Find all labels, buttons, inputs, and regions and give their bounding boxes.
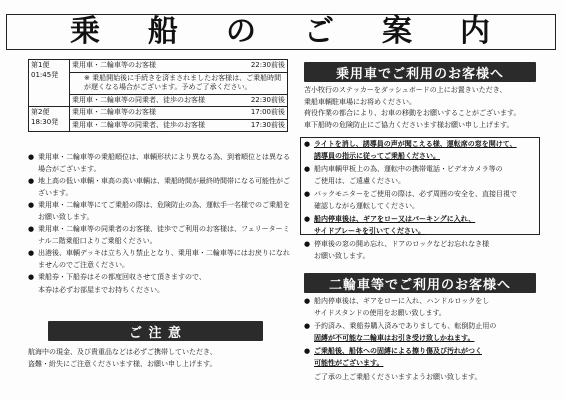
- list-item: ● 地上高の低い車輌・車高の高い車輌は、乗船時間が最終時間帯になる可能性がございます。: [28, 176, 290, 199]
- list-item: ● 乗用車・二輪車等の同乗者のお客様、徒歩でご利用のお客様は、フェリーターミナル二階乗船口よりご乗船ください。: [28, 224, 290, 247]
- schedule-cell: [70, 94, 288, 107]
- bike-section-header: 二輪車等でご利用のお客様へ: [304, 273, 536, 293]
- bike-rules: [304, 296, 536, 371]
- list-item: ● 出港後、車輌デッキは立ち入り禁止となり、乗用車・二輪車等にはお戻りになれませんのでご注意ください。: [28, 248, 290, 271]
- car-intro: [304, 85, 536, 131]
- item-line: バックモニターをご使用の際は、必ず周囲の安全を、直接目視で: [314, 190, 517, 198]
- sailing-label: [29, 107, 70, 132]
- item-line: 可能性がございます。: [314, 358, 384, 367]
- list-item: ● 乗用車・二輪車等にてご乗船の際は、危険防止の為、運転手一名様でのご乗船をお願い致します。: [28, 200, 290, 223]
- schedule-cell: [70, 107, 288, 120]
- item-line: 船内停車後は、ギアをロー又はパーキングに入れ、: [314, 215, 476, 223]
- caution-line: 盗難・紛失にご注意くださいます様、お願い申し上げます。: [28, 359, 217, 368]
- item-line: サイドブレーキを引いてください。: [314, 226, 426, 235]
- list-item: [304, 239, 536, 262]
- departure-time: 01:45発: [31, 70, 59, 79]
- row-time: 17:30前後: [250, 120, 285, 129]
- list-item: [304, 164, 536, 187]
- intro-line: 車下船時の危険防止にご協力くださいます様お願い申し上げます。: [304, 120, 514, 129]
- title-char: 案: [382, 14, 414, 49]
- schedule-cell: [70, 119, 288, 132]
- intro-line: 乗船車輌駐車場にお将めください。: [304, 97, 416, 106]
- list-item: ● 乗用車・二輪車等の乗船順位は、車輌形状により異なる為、到着順位とは異なる場合がございます。: [28, 152, 290, 175]
- row-text: 乗用車・二輪車等のお客様: [72, 61, 156, 69]
- intro-line: 荷役作業の都合により、お車の移動をお願いすることがございます。: [304, 109, 521, 117]
- list-item: [304, 296, 536, 319]
- schedule-cell: [70, 72, 288, 94]
- item-line: ご乗船後、船体への固縛による擦り傷及び汚れがつく: [314, 347, 482, 355]
- title-char: 乗: [70, 14, 102, 49]
- item-line: 確認しながら運転してください。: [314, 201, 419, 210]
- list-item: [304, 214, 536, 237]
- item-line: サイドスタンドの使用をお願い致します。: [314, 308, 446, 317]
- car-rules: [304, 139, 536, 264]
- caution-line: 航海中の現金、及び貴重品などは必ずご携帯していただき、: [28, 348, 217, 356]
- caution-header: ご 注 意: [48, 321, 263, 341]
- boarding-notes: [28, 152, 290, 297]
- row-note: ※ 乗船開始後に手続きを済まされましたお客様は、ご乗船時間が遅くなる場合がございます。予めご了承ください。: [84, 73, 282, 91]
- bike-closing: ご了承の上ご乗船くださいますようお願い致します。: [314, 373, 482, 381]
- row-text: 乗用車・二輪車等のお客様: [72, 108, 156, 116]
- page-title: [6, 14, 556, 50]
- item-line: 固縛が不可能な二輪車はお引き受け致しかねます。: [314, 333, 475, 342]
- schedule-table: [28, 59, 288, 132]
- item-line: 誘導員の指示に従ってご乗船ください。: [314, 151, 440, 160]
- row-time: 22:30前後: [250, 95, 285, 104]
- sailing-label: [29, 60, 70, 107]
- title-char: ご: [304, 14, 336, 49]
- item-line: お願い致します。: [314, 251, 370, 260]
- intro-line: 苫小牧行のステッカーをダッシュボードの上にお置きいただき、: [304, 86, 507, 94]
- car-section-header: 乗用車でご利用のお客様へ: [304, 62, 536, 82]
- schedule-cell: [70, 60, 288, 73]
- table-row: [29, 60, 288, 73]
- item-line: 予約済み、乗船券購入済みでありましても、転倒防止用の: [314, 322, 497, 330]
- list-item: [304, 346, 536, 369]
- item-line: 船内停車後は、ギアをローに入れ、ハンドルロックをし: [314, 297, 490, 305]
- list-item: 本券は必ずお部屋までお持ちください。: [38, 285, 164, 294]
- sailing-number: 第1便: [31, 61, 50, 69]
- departure-time: 18:30発: [31, 117, 59, 126]
- list-item: [304, 321, 536, 344]
- list-item: [304, 139, 536, 162]
- row-text: 乗用車・二輪車等の同乗者、徒歩のお客様: [72, 120, 205, 129]
- item-line: 船内車輌甲板上の為、運転中の携帯電話・ビデオカメラ等の: [314, 165, 503, 173]
- row-time: 17:00前後: [250, 108, 285, 116]
- item-line: ご使用は、ご遠慮ください。: [314, 176, 405, 185]
- title-char: 船: [148, 14, 180, 49]
- row-time: 22:30前後: [250, 61, 285, 69]
- list-item: [304, 189, 536, 212]
- title-char: 内: [460, 14, 492, 49]
- item-line: ライトを消し、誘導員の声が聞こえる様、運転席の窓を開けて、: [314, 140, 517, 148]
- item-line: 停車後の窓の開め忘れ、ドアのロックなどお忘れなき様: [314, 240, 490, 248]
- table-row: [29, 107, 288, 120]
- sailing-number: 第2便: [31, 108, 50, 116]
- caution-text: [28, 347, 290, 370]
- title-char: の: [226, 14, 258, 49]
- list-item: ● 乗船券・下船券はその都度回収させて頂きますので、: [28, 272, 290, 284]
- row-text: 乗用車・二輪車等の同乗者、徒歩のお客様: [72, 95, 205, 104]
